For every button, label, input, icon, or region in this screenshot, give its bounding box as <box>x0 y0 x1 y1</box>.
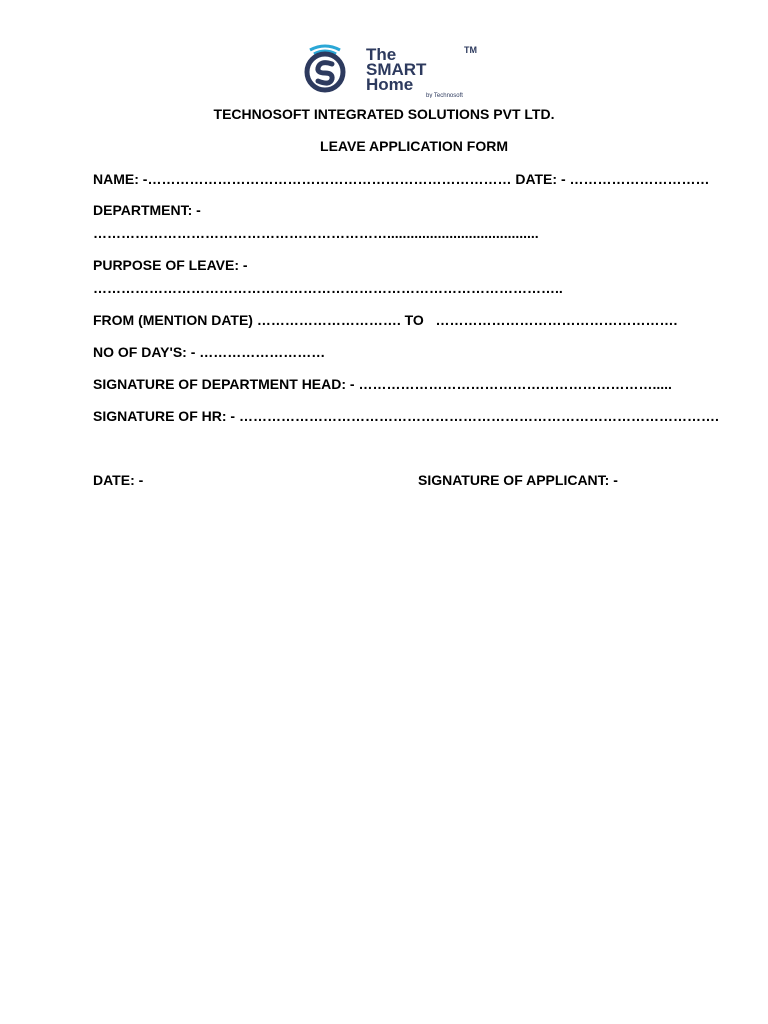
dept-head-signature-row <box>93 376 672 392</box>
department-label: DEPARTMENT: - <box>93 202 201 218</box>
company-logo <box>292 42 492 98</box>
hr-signature-label: SIGNATURE OF HR: - <box>93 408 236 424</box>
logo-line2: SMART <box>366 60 427 79</box>
hr-signature-row <box>93 408 719 424</box>
logo-line3: Home <box>366 75 414 94</box>
dept-head-signature-field[interactable]: ………………………………………………………..... <box>358 376 672 392</box>
smart-home-logo-icon <box>292 42 492 98</box>
wifi-arc-icon <box>310 46 340 50</box>
form-title: LEAVE APPLICATION FORM <box>320 138 508 154</box>
to-date-field[interactable]: ……………………………………………. <box>435 312 678 328</box>
days-label: NO OF DAY'S: - <box>93 344 196 360</box>
days-field[interactable]: ……………………… <box>199 344 326 360</box>
footer-date-label: DATE: - <box>93 472 144 488</box>
from-label: FROM (MENTION DATE) <box>93 312 253 328</box>
applicant-signature-label: SIGNATURE OF APPLICANT: - <box>418 472 618 488</box>
days-row <box>93 344 325 360</box>
name-row <box>93 171 710 187</box>
to-label: TO <box>404 312 424 328</box>
logo-tagline: by Technosoft <box>426 93 463 98</box>
date-field[interactable]: ………………………… <box>569 171 710 187</box>
name-label: NAME: - <box>93 171 148 187</box>
hr-signature-field[interactable]: …………………………………………………………………………………………. <box>238 408 719 424</box>
date-label: DATE: - <box>515 171 566 187</box>
logo-trademark: TM <box>464 45 477 55</box>
dept-head-signature-label: SIGNATURE OF DEPARTMENT HEAD: - <box>93 376 355 392</box>
logo-s-mark <box>318 63 332 83</box>
purpose-field[interactable]: ……………………………………………………………………………………….. <box>93 280 563 296</box>
logo-line1: The <box>366 45 397 64</box>
department-field[interactable]: ………………………………………………………....................................... <box>93 225 539 241</box>
from-to-row <box>93 312 677 328</box>
from-date-field[interactable]: …………………………. <box>256 312 401 328</box>
company-name: TECHNOSOFT INTEGRATED SOLUTIONS PVT LTD. <box>213 106 555 122</box>
name-field[interactable]: …………………………………………………………………… <box>147 171 512 187</box>
purpose-label: PURPOSE OF LEAVE: - <box>93 257 248 273</box>
